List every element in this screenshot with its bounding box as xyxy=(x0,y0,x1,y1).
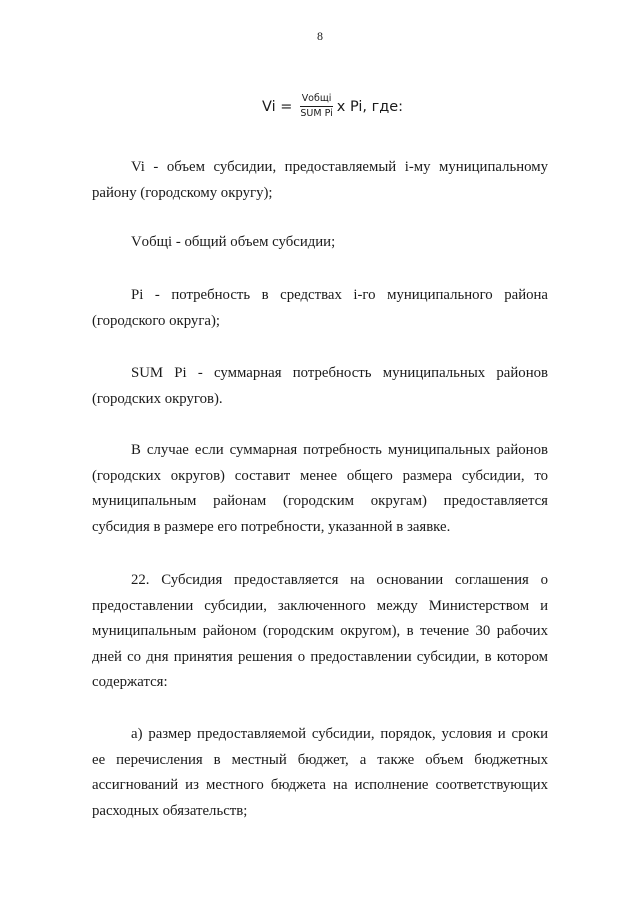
formula-denominator: SUM Pi xyxy=(300,108,333,119)
paragraph-sum-pi-definition: SUM Pi - суммарная потребность муниципальных районов (городских округов). xyxy=(92,365,548,407)
paragraph-clause-22-a: а) размер предоставляемой субсидии, порядок, условия и сроки ее перечисления в местный бюджет, а также объем бюджетных ассигнований из местного бюджета на исполнение соответствующих расходных обязательств; xyxy=(92,726,548,819)
formula-fraction xyxy=(298,93,334,120)
formula xyxy=(262,93,403,120)
page-number: 8 xyxy=(317,29,323,43)
paragraph-clause-22: 22. Субсидия предоставляется на основании соглашения о предоставлении субсидии, заключенного между Министерством и муниципальным районом (городским округом), в течение 30 рабочих дней со дня принятия решения о предоставлении субсидии, в котором содержатся: xyxy=(92,572,548,690)
paragraph-pi-definition: Pi - потребность в средствах i-го муниципального района (городского округа); xyxy=(92,287,548,329)
formula-rhs: x Pi, где: xyxy=(336,98,404,115)
formula-lhs: Vi = xyxy=(262,98,293,115)
formula-numerator: Vобщі xyxy=(300,93,334,107)
paragraph-insufficient-need: В случае если суммарная потребность муниципальных районов (городских округов) составит менее общего размера субсидии, то муниципальным районам (городским округам) предоставляется субсидия в размере его потребности, указанной в заявке. xyxy=(92,442,548,535)
paragraph-vtotal-definition: Vобщі - общий объем субсидии; xyxy=(131,234,336,250)
paragraph-vi-definition: Vi - объем субсидии, предоставляемый i-му муниципальному району (городскому округу); xyxy=(92,159,548,201)
